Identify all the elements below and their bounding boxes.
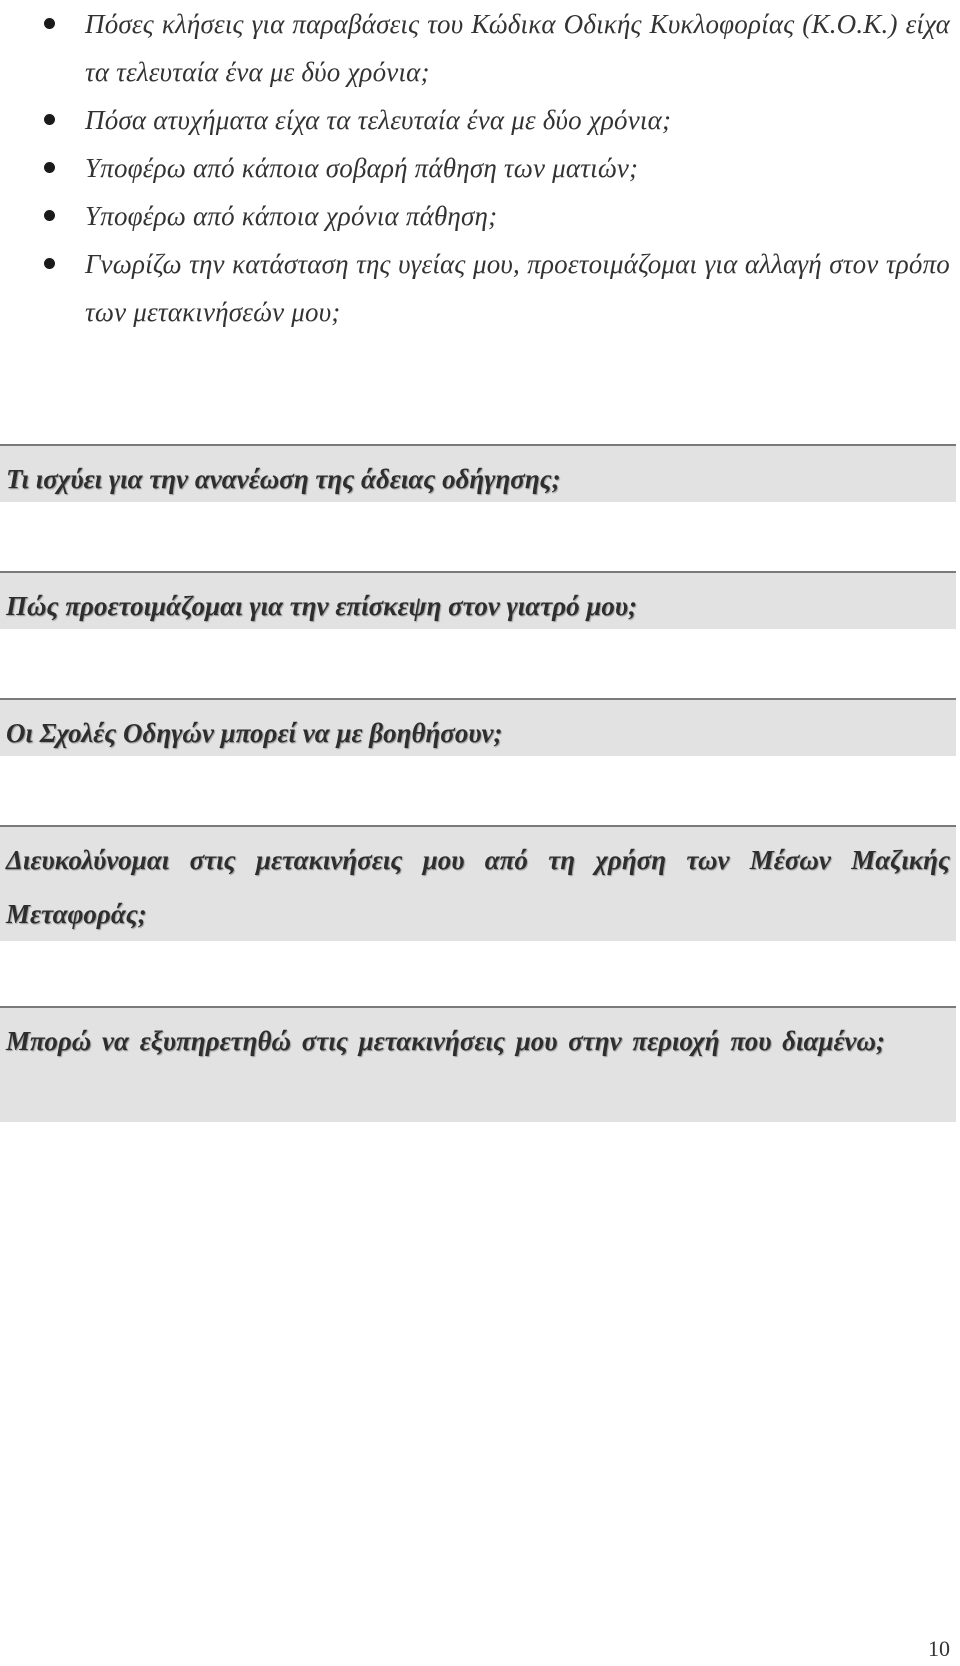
question-heading: Οι Σχολές Οδηγών μπορεί να με βοηθήσουν; xyxy=(6,718,503,748)
question-box-public-transport xyxy=(0,825,956,941)
list-item xyxy=(0,0,960,96)
bullet-icon xyxy=(44,114,55,125)
list-item xyxy=(0,240,960,336)
bullet-text: Πόσα ατυχήματα είχα τα τελευταία ένα με δύο χρόνια; xyxy=(85,105,672,135)
bullet-text: Πόσες κλήσεις για παραβάσεις του Κώδικα Οδικής Κυκλοφορίας (Κ.Ο.Κ.) είχα τα τελευταία ένα με δύο χρόνια; xyxy=(85,9,950,87)
question-box-local-mobility xyxy=(0,1006,956,1122)
bullet-list xyxy=(0,0,960,336)
question-heading: Τι ισχύει για την ανανέωση της άδειας οδήγησης; xyxy=(6,464,561,494)
bullet-icon xyxy=(44,210,55,221)
list-item xyxy=(0,96,960,144)
bullet-icon xyxy=(44,18,55,29)
bullet-text: Γνωρίζω την κατάσταση της υγείας μου, προετοιμάζομαι για αλλαγή στον τρόπο των μετακινήσεών μου; xyxy=(85,249,950,327)
question-heading: Μπορώ να εξυπηρετηθώ στις μετακινήσεις μου στην περιοχή που διαμένω; xyxy=(6,1026,886,1056)
question-box-doctor-visit xyxy=(0,571,956,629)
bullet-text: Υποφέρω από κάποια χρόνια πάθηση; xyxy=(85,201,498,231)
bullet-icon xyxy=(44,162,55,173)
page-number: 10 xyxy=(928,1636,950,1661)
bullet-text: Υποφέρω από κάποια σοβαρή πάθηση των ματιών; xyxy=(85,153,639,183)
question-box-driving-schools xyxy=(0,698,956,756)
question-heading: Διευκολύνομαι στις μετακινήσεις μου από τη χρήση των Μέσων Μαζικής Μεταφοράς; xyxy=(6,845,950,929)
list-item xyxy=(0,144,960,192)
question-box-license-renewal xyxy=(0,444,956,502)
question-heading: Πώς προετοιμάζομαι για την επίσκεψη στον γιατρό μου; xyxy=(6,591,638,621)
list-item xyxy=(0,192,960,240)
bullet-icon xyxy=(44,258,55,269)
